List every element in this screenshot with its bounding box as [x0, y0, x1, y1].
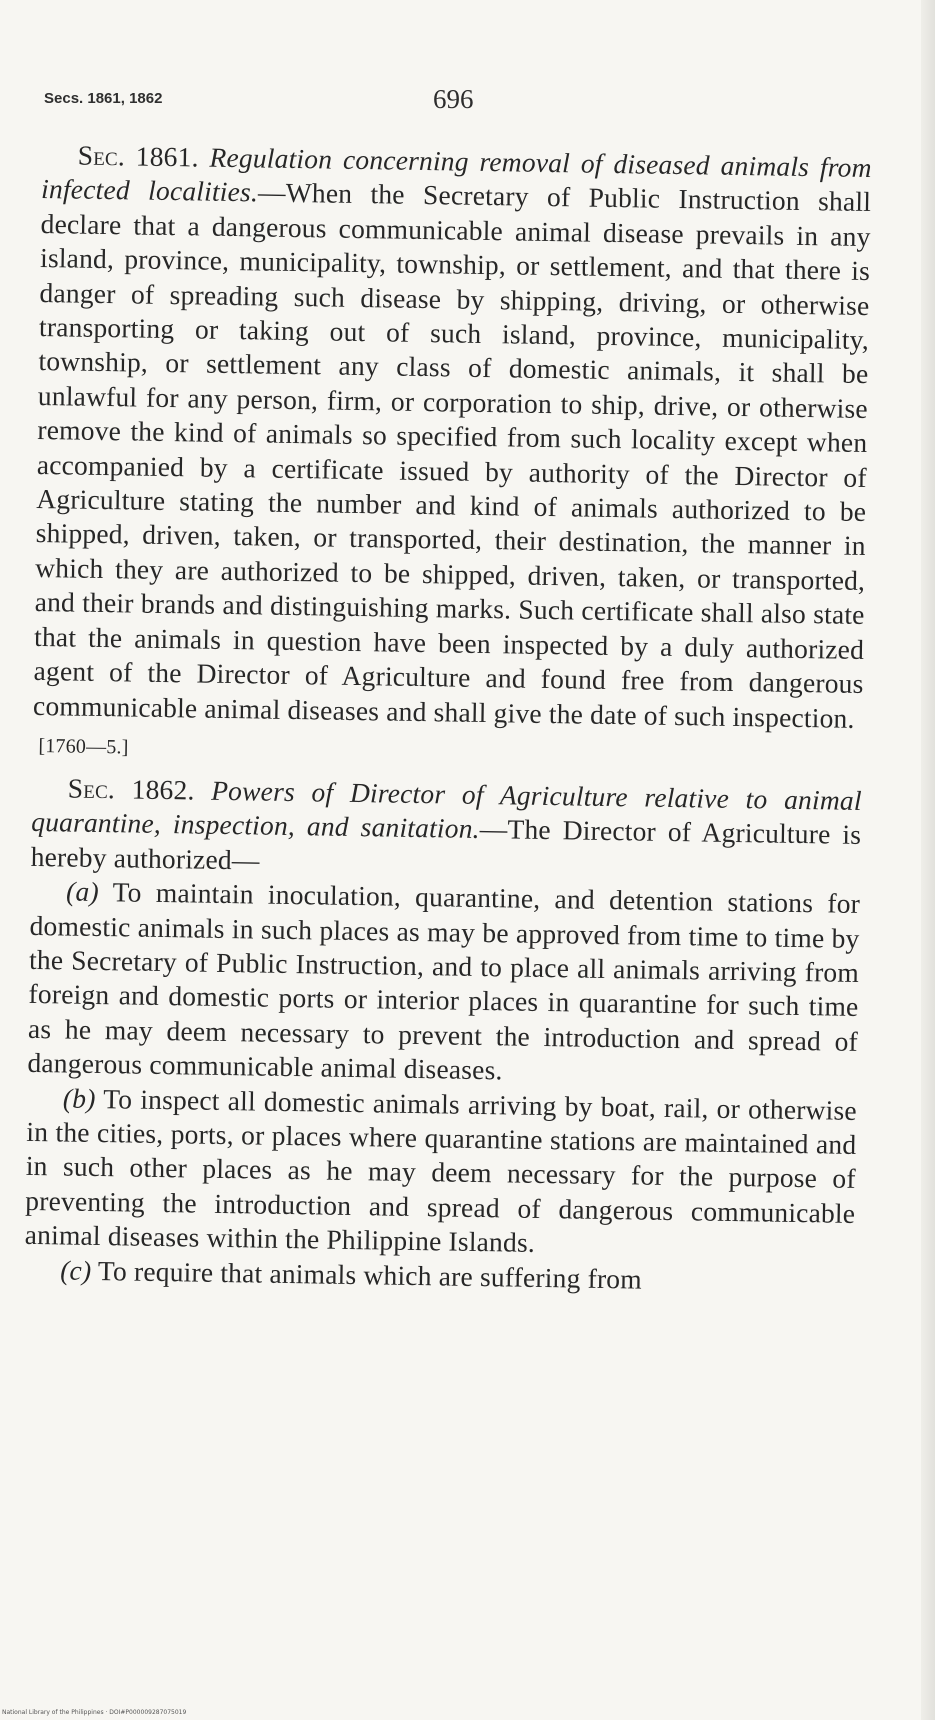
section-reference: Secs. 1861, 1862 — [44, 90, 163, 107]
section-label: Sec. 1861. — [77, 139, 199, 173]
section-text: —The Director of Agriculture is hereby authorized— — [30, 813, 862, 876]
item-text: To inspect all domestic animals arriving by boat, rail, or otherwise in the cities, ports, or places where quarantine stations are maintained and in such other places as he may deem necessary for the purpose of preventing the introduction and spread of dangerous communicable animal diseases within the Philippine Islands. — [24, 1082, 858, 1259]
page-header — [44, 84, 864, 118]
section-heading: Powers of Director of Agriculture relative to animal quarantine, inspection, and sanitation. — [31, 774, 862, 845]
page-body — [24, 138, 872, 1300]
section-heading: Regulation concerning removal of diseased animals from infected localities. — [40, 141, 872, 208]
list-item — [27, 874, 860, 1093]
page-edge — [921, 0, 935, 1720]
item-label: (c) — [59, 1254, 92, 1286]
section-label: Sec. 1862. — [67, 772, 195, 806]
source-footer: National Library of the Philippines · DOI#P000009287075019 — [2, 1709, 187, 1716]
item-label: (b) — [62, 1082, 96, 1114]
item-label: (a) — [65, 875, 100, 908]
item-text: To maintain inoculation, quarantine, and detention stations for domestic animals in such places as may be approved from time to time by the Secretary of Public Instruction, and to place all animals arriving from foreign and domestic ports or interior places in quarantine for such time as he may deem necessary to prevent the introduction and spread of dangerous communicable animal diseases. — [27, 876, 861, 1086]
page-number: 696 — [433, 84, 474, 114]
list-item — [24, 1080, 857, 1265]
section-1861 — [33, 138, 872, 736]
item-text: To require that animals which are suffering from — [97, 1254, 643, 1295]
legislative-reference: [1760—5.] — [38, 734, 129, 759]
section-text: —When the Secretary of Public Instruction shall declare that a dangerous communicable animal disease prevails in any island, province, municipality, township, or settlement, and that there is danger of spreading such disease by shipping, driving, or otherwise transporting or taking out of such island, province, municipality, township, or settlement any class of domestic animals, it shall be unlawful for any person, firm, or corporation to ship, drive, or otherwise remove the kind of animals so specified from such locality except when accompanied by a certificate issued by authority of the Director of Agriculture stating the number and kind of animals authorized to be shipped, driven, taken, or transported, their destination, the manner in which they are authorized to be shipped, driven, taken, or transported, and their brands and distinguishing marks. Such certificate shall also state that the animals in question have been inspected by a duly authorized agent of the Director of Agriculture and found free from dangerous communicable animal diseases and shall give the date of such inspection. — [32, 176, 872, 734]
section-1862 — [30, 771, 862, 887]
